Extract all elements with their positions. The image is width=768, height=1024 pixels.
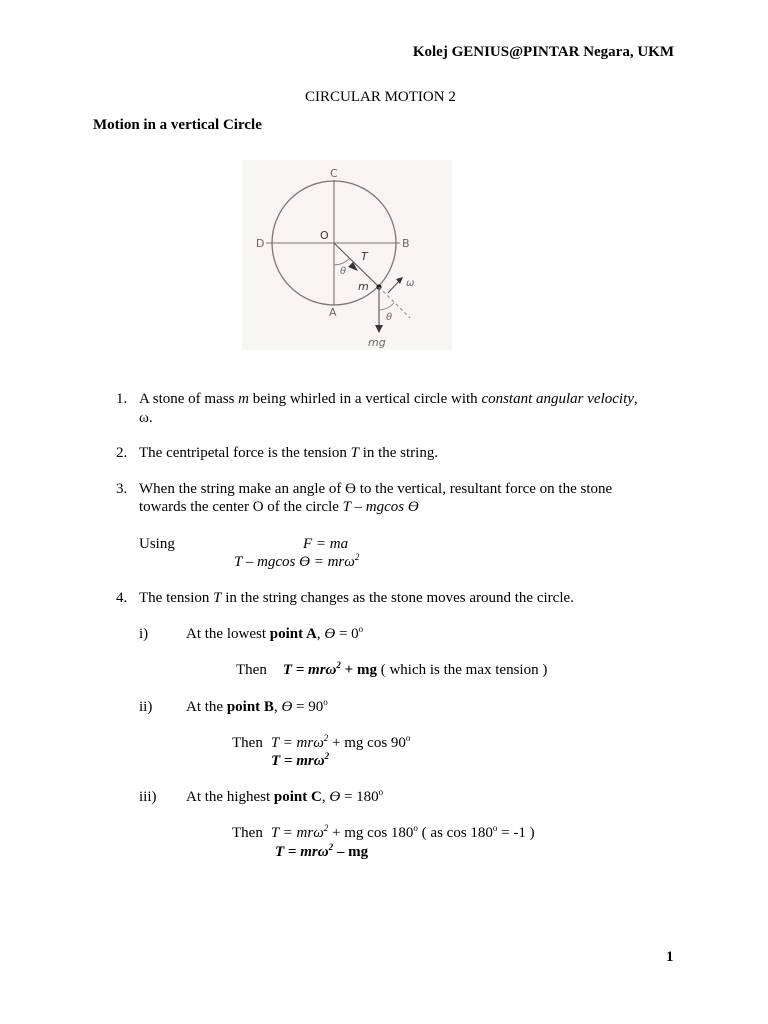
symbol-theta: ϴ [329,789,341,805]
header-institution: Kolej GENIUS@PINTAR Negara, UKM [412,44,674,60]
text-run: mrω [308,662,337,678]
text-run: + mg [340,662,377,678]
symbol-theta: ϴ [324,626,336,642]
symbol-T: T [350,445,359,461]
text-run: point C [273,789,322,805]
item-3-line1: When the string make an angle of ϴ to the vertical, resultant force on the stone [139,481,613,497]
text-run: T = [271,753,297,769]
equation-newton: F = ma [303,536,349,552]
item-1-number: 1. [116,391,128,407]
item-4-text [139,589,574,607]
label-T: T [361,250,368,263]
case-2-result-line1 [232,734,410,752]
superscript: 2 [323,823,329,833]
case-2-roman: ii) [139,699,153,715]
label-m: m [358,280,369,293]
superscript: 2 [324,751,330,761]
case-2-result-line2 [271,752,329,770]
text-run: constant angular velocity [481,391,634,407]
label-C: C [330,167,338,180]
case-2-condition [186,698,328,716]
superscript: o [358,624,364,634]
text-run: point A [269,626,317,642]
text-run: mrω [296,753,325,769]
text-run: , [273,699,282,715]
case-3-condition [186,788,383,806]
symbol-m: m [238,391,250,407]
text-run: – mg [333,844,369,860]
item-3-line2 [139,498,419,516]
text-run: T – mgcos ϴ = mrω [234,554,355,570]
label-B: B [402,237,410,250]
case-1-result [236,661,547,679]
then-label: Then [232,735,263,751]
superscript: o [492,823,498,833]
item-4-number: 4. [116,590,128,606]
superscript: o [413,823,418,833]
using-label: Using [139,536,175,552]
label-theta-mass: θ [386,312,393,323]
text-run: T = [270,735,297,751]
label-A: A [329,306,337,319]
superscript: 2 [336,660,341,670]
superscript: o [405,733,411,743]
text-run: , [321,789,330,805]
text-run: T = [275,844,301,860]
text-run: in the string. [358,445,439,461]
text-run: + mg cos 90 [328,735,406,751]
label-omega: ω [406,278,415,289]
text-run: mrω [296,825,324,841]
text-run: T = [282,662,309,678]
page-title: CIRCULAR MOTION 2 [305,89,456,105]
item-2-number: 2. [116,445,128,461]
case-3-result-line2 [275,843,368,861]
superscript: o [323,697,328,707]
symbol-T: T [213,590,222,606]
vertical-circle-diagram [242,160,452,350]
then-label: Then [236,662,267,678]
text-run: = -1 ) [497,825,535,841]
text-run: The centripetal force is the tension [139,445,351,461]
text-run: T = [270,825,297,841]
text-run: = 0 [335,626,359,642]
text-run: + mg cos 180 [328,825,414,841]
item-1-line1 [139,390,638,408]
then-label: Then [232,825,263,841]
text-run: towards the center O of the circle [139,499,343,515]
text-run: T – mgcos ϴ [342,499,419,515]
text-run: A stone of mass [139,391,239,407]
text-run: = 180 [340,789,379,805]
text-run: , [633,391,638,407]
text-run: At the lowest [186,626,270,642]
label-theta-center: θ [340,266,347,277]
superscript: 2 [328,842,334,852]
superscript: 2 [323,733,329,743]
superscript: 2 [354,552,360,562]
superscript: o [378,787,384,797]
page-number: 1 [666,949,674,965]
text-run: mrω [300,844,329,860]
text-run: At the highest [186,789,274,805]
case-3-roman: iii) [139,789,157,805]
label-mg: mg [368,336,386,349]
symbol-theta: ϴ [281,699,293,715]
text-run: ( which is the max tension ) [376,662,548,678]
case-1-roman: i) [139,626,149,642]
item-2-text [139,444,438,462]
text-run: The tension [139,590,214,606]
text-run: = 90 [292,699,324,715]
text-run: mrω [296,735,324,751]
text-run: being whirled in a vertical circle with [249,391,482,407]
equation-tension [234,553,359,571]
text-run: At the [186,699,227,715]
label-D: D [256,237,265,250]
item-1-line2: ω. [139,410,153,426]
case-3-result-line1 [232,824,535,842]
text-run: in the string changes as the stone moves around the circle. [221,590,574,606]
text-run: ( as cos 180 [417,825,493,841]
text-run: point B [226,699,274,715]
case-1-condition [186,625,363,643]
label-O: O [320,229,329,242]
section-heading: Motion in a vertical Circle [93,117,262,133]
item-3-number: 3. [116,481,128,497]
text-run: , [316,626,325,642]
